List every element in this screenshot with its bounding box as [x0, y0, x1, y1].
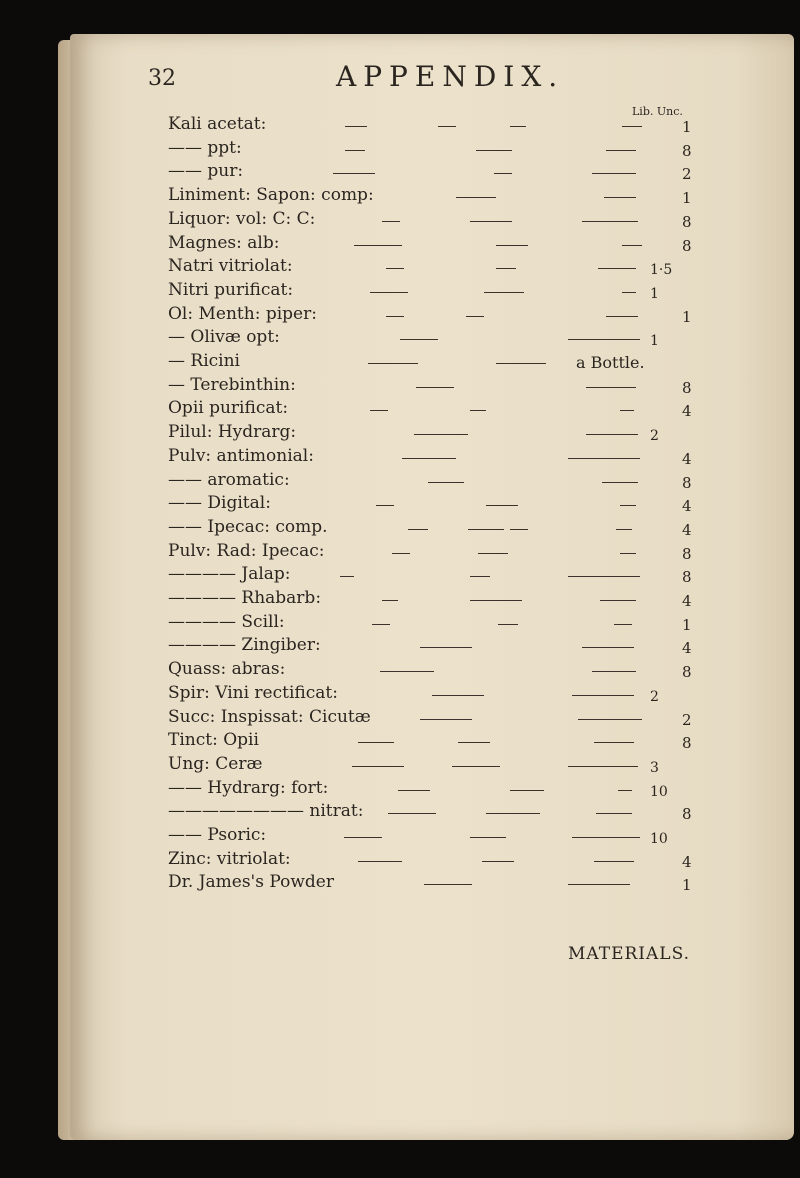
item-name: — Olivæ opt:	[168, 327, 280, 347]
ounces-value: 1	[682, 118, 692, 136]
leader-dash	[510, 126, 526, 127]
leader-dash	[496, 245, 528, 246]
ounces-value: 8	[682, 213, 692, 231]
pounds-value: 2	[650, 428, 659, 444]
item-name: ———— Scill:	[168, 612, 285, 632]
leader-dash	[568, 339, 640, 340]
item-name: Opii purificat:	[168, 398, 289, 418]
leader-dash	[414, 434, 468, 435]
item-name: Quass: abras:	[168, 659, 286, 679]
item-name: —— Psoric:	[168, 825, 267, 845]
leader-dash	[420, 647, 472, 648]
leader-dash	[498, 624, 518, 625]
leader-dash	[470, 410, 486, 411]
leader-dash	[568, 884, 630, 885]
item-name: Tinct: Opii	[168, 730, 259, 750]
leader-dash	[456, 197, 496, 198]
leader-dash	[586, 434, 638, 435]
leader-dash	[438, 126, 456, 127]
pounds-value: 1	[650, 286, 659, 302]
list-row	[0, 825, 800, 849]
list-row	[0, 707, 800, 731]
leader-dash	[466, 316, 484, 317]
list-row	[0, 398, 800, 422]
page-heading: APPENDIX.	[336, 60, 565, 93]
list-row	[0, 422, 800, 446]
leader-dash	[606, 316, 638, 317]
item-name: Zinc: vitriolat:	[168, 849, 291, 869]
ounces-value: 8	[682, 379, 692, 397]
list-row	[0, 209, 800, 233]
leader-dash	[496, 268, 516, 269]
leader-dash	[398, 790, 430, 791]
ounces-value: 4	[682, 592, 692, 610]
leader-dash	[476, 150, 512, 151]
item-name: ———— Rhabarb:	[168, 588, 322, 608]
column-header: Lib. Unc.	[632, 105, 683, 118]
ounces-value: 8	[682, 568, 692, 586]
ounces-value: 4	[682, 521, 692, 539]
leader-dash	[482, 861, 514, 862]
leader-dash	[494, 173, 512, 174]
list-row	[0, 351, 800, 375]
leader-dash	[568, 458, 640, 459]
leader-dash	[420, 719, 472, 720]
leader-dash	[572, 837, 640, 838]
leader-dash	[470, 837, 506, 838]
pounds-value: 2	[650, 689, 659, 705]
leader-dash	[614, 624, 632, 625]
leader-dash	[370, 292, 408, 293]
leader-dash	[340, 576, 354, 577]
leader-dash	[582, 647, 634, 648]
leader-dash	[582, 221, 638, 222]
leader-dash	[594, 861, 634, 862]
list-row	[0, 375, 800, 399]
leader-dash	[606, 150, 636, 151]
list-row	[0, 588, 800, 612]
pounds-value: 1	[650, 333, 659, 349]
leader-dash	[382, 221, 400, 222]
leader-dash	[333, 173, 375, 174]
leader-dash	[416, 387, 454, 388]
leader-dash	[594, 742, 634, 743]
ounces-value: 8	[682, 545, 692, 563]
list-row	[0, 493, 800, 517]
leader-dash	[568, 766, 638, 767]
leader-dash	[408, 529, 428, 530]
leader-dash	[344, 837, 382, 838]
leader-dash	[388, 813, 436, 814]
leader-dash	[382, 600, 398, 601]
leader-dash	[592, 671, 636, 672]
item-name: —— Digital:	[168, 493, 271, 513]
leader-dash	[616, 529, 632, 530]
ounces-value: 8	[682, 474, 692, 492]
leader-dash	[602, 482, 638, 483]
leader-dash	[386, 316, 404, 317]
item-name: —— Hydrarg: fort:	[168, 778, 329, 798]
ounces-value: 8	[682, 734, 692, 752]
leader-dash	[424, 884, 472, 885]
ounces-value: 1	[682, 308, 692, 326]
leader-dash	[376, 505, 394, 506]
page-number: 32	[148, 66, 176, 91]
leader-dash	[345, 150, 365, 151]
list-row	[0, 327, 800, 351]
leader-dash	[478, 553, 508, 554]
list-row	[0, 446, 800, 470]
list-row	[0, 612, 800, 636]
pounds-value: 1·5	[650, 262, 673, 278]
item-name: ———— Jalap:	[168, 564, 291, 584]
item-name: —— Ipecac: comp.	[168, 517, 328, 537]
leader-dash	[596, 813, 632, 814]
leader-dash	[604, 197, 636, 198]
item-name: —— pur:	[168, 161, 244, 181]
item-name: Liniment: Sapon: comp:	[168, 185, 374, 205]
quantity-note: a Bottle.	[576, 353, 645, 372]
list-row	[0, 541, 800, 565]
item-name: Nitri purificat:	[168, 280, 294, 300]
leader-dash	[486, 813, 540, 814]
catchword: MATERIALS.	[568, 944, 691, 964]
item-name: — Terebinthin:	[168, 375, 296, 395]
list-row	[0, 730, 800, 754]
item-name: ———— Zingiber:	[168, 635, 321, 655]
list-row	[0, 635, 800, 659]
ounces-value: 4	[682, 402, 692, 420]
ounces-value: 4	[682, 450, 692, 468]
item-name: Ung: Ceræ	[168, 754, 263, 774]
list-row	[0, 470, 800, 494]
leader-dash	[622, 126, 642, 127]
ounces-value: 8	[682, 663, 692, 681]
item-name: — Ricini	[168, 351, 240, 371]
leader-dash	[402, 458, 456, 459]
item-name: Liquor: vol: C: C:	[168, 209, 316, 229]
leader-dash	[372, 624, 390, 625]
leader-dash	[392, 553, 410, 554]
ounces-value: 2	[682, 165, 692, 183]
leader-dash	[592, 173, 636, 174]
leader-dash	[354, 245, 402, 246]
list-row	[0, 659, 800, 683]
list-row	[0, 872, 800, 896]
list-row	[0, 161, 800, 185]
list-row	[0, 683, 800, 707]
leader-dash	[620, 505, 636, 506]
list-row	[0, 801, 800, 825]
leader-dash	[470, 600, 522, 601]
leader-dash	[358, 861, 402, 862]
leader-dash	[470, 221, 512, 222]
list-row	[0, 517, 800, 541]
leader-dash	[484, 292, 524, 293]
leader-dash	[470, 576, 490, 577]
item-name: Natri vitriolat:	[168, 256, 293, 276]
list-row	[0, 114, 800, 138]
ounces-value: 8	[682, 237, 692, 255]
leader-dash	[428, 482, 464, 483]
ounces-value: 1	[682, 616, 692, 634]
pounds-value: 10	[650, 784, 668, 800]
leader-dash	[622, 292, 636, 293]
item-name: Pulv: Rad: Ipecac:	[168, 541, 325, 561]
item-name: ———————— nitrat:	[168, 801, 364, 821]
item-name: Magnes: alb:	[168, 233, 280, 253]
list-row	[0, 280, 800, 304]
item-name: Pilul: Hydrarg:	[168, 422, 297, 442]
leader-dash	[586, 387, 636, 388]
leader-dash	[572, 695, 634, 696]
list-row	[0, 754, 800, 778]
ounces-value: 4	[682, 639, 692, 657]
list-row	[0, 256, 800, 280]
leader-dash	[496, 363, 546, 364]
leader-dash	[452, 766, 500, 767]
ounces-value: 1	[682, 876, 692, 894]
leader-dash	[598, 268, 636, 269]
item-name: Spir: Vini rectificat:	[168, 683, 338, 703]
leader-dash	[432, 695, 484, 696]
pounds-value: 10	[650, 831, 668, 847]
leader-dash	[486, 505, 518, 506]
ounces-value: 8	[682, 805, 692, 823]
leader-dash	[620, 553, 636, 554]
leader-dash	[468, 529, 504, 530]
leader-dash	[358, 742, 394, 743]
leader-dash	[510, 790, 544, 791]
list-row	[0, 849, 800, 873]
list-row	[0, 233, 800, 257]
ounces-value: 1	[682, 189, 692, 207]
pounds-value: 3	[650, 760, 659, 776]
item-name: Kali acetat:	[168, 114, 267, 134]
list-row	[0, 778, 800, 802]
leader-dash	[400, 339, 438, 340]
list-row	[0, 564, 800, 588]
leader-dash	[578, 719, 642, 720]
leader-dash	[380, 671, 434, 672]
list-row	[0, 185, 800, 209]
leader-dash	[352, 766, 404, 767]
leader-dash	[370, 410, 388, 411]
leader-dash	[458, 742, 490, 743]
item-name: Ol: Menth: piper:	[168, 304, 317, 324]
item-name: Succ: Inspissat: Cicutæ	[168, 707, 371, 727]
leader-dash	[510, 529, 528, 530]
leader-dash	[368, 363, 418, 364]
leader-dash	[600, 600, 636, 601]
item-name: Pulv: antimonial:	[168, 446, 314, 466]
item-name: Dr. James's Powder	[168, 872, 334, 892]
ounces-value: 2	[682, 711, 692, 729]
ounces-value: 4	[682, 853, 692, 871]
leader-dash	[568, 576, 640, 577]
leader-dash	[620, 410, 634, 411]
ounces-value: 8	[682, 142, 692, 160]
leader-dash	[618, 790, 632, 791]
list-row	[0, 138, 800, 162]
leader-dash	[386, 268, 404, 269]
item-name: —— aromatic:	[168, 470, 290, 490]
ounces-value: 4	[682, 497, 692, 515]
list-row	[0, 304, 800, 328]
item-name: —— ppt:	[168, 138, 242, 158]
leader-dash	[622, 245, 642, 246]
leader-dash	[345, 126, 367, 127]
